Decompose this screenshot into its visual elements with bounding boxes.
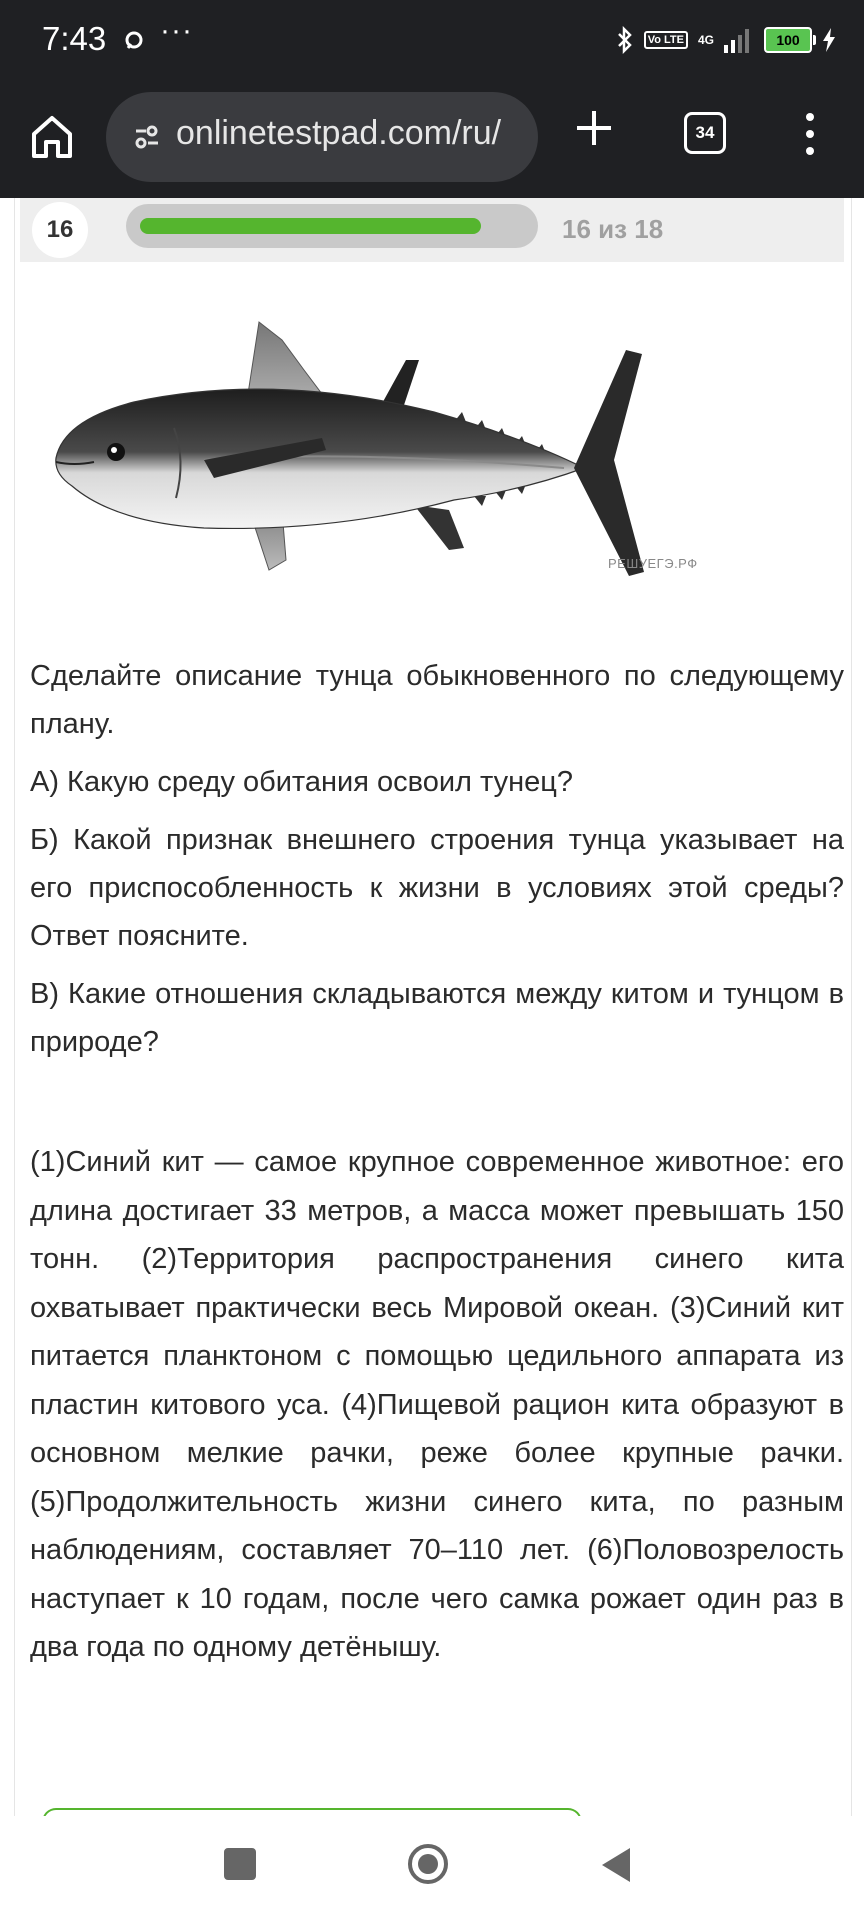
signal-icon [724, 27, 754, 53]
home-nav-icon[interactable] [406, 1842, 450, 1886]
recents-icon[interactable] [224, 1848, 256, 1880]
question-item-c: В) Какие отношения складываются между китом и тунцом в природе? [30, 978, 844, 1058]
status-icons [616, 22, 836, 58]
tab-switcher-button[interactable]: 34 [684, 112, 726, 154]
progress-strip [20, 198, 844, 262]
charging-icon [822, 28, 836, 52]
volte-icon: Vo LTE [644, 31, 688, 49]
battery-icon: 100 [764, 27, 812, 53]
question-text [30, 652, 844, 1076]
url-text: onlinetestpad.com/ru/ [176, 114, 502, 152]
home-icon[interactable] [28, 112, 76, 160]
plus-icon[interactable] [574, 108, 614, 148]
address-bar[interactable] [106, 92, 538, 182]
browser-toolbar [0, 82, 864, 198]
question-number: 16 [32, 202, 88, 258]
more-notifications-icon: ··· [160, 14, 193, 47]
back-icon[interactable] [600, 1846, 632, 1884]
watermark: РЕШУЕГЭ.РФ [608, 556, 698, 571]
question-intro: Сделайте описание тунца обыкновенного по следующему плану. [30, 660, 844, 740]
network-type: 4G [697, 33, 714, 47]
more-vert-icon[interactable] [806, 112, 814, 156]
tune-icon[interactable] [134, 124, 160, 150]
bluetooth-icon [616, 26, 634, 54]
system-nav-bar [0, 1816, 864, 1920]
passage-text: (1)Синий кит — самое крупное современное животное: его длина достигает 33 метров, а масса может превышать 150 тонн. (2)Территория распространения синего кита охватывает практически весь Мировой океан. (3)Синий кит питается планктоном с помощью цедильного аппарата из пластин китового уса. (4)Пищевой рацион кита образуют в основном мелкие рачки, реже более крупные рачки. (5)Продолжительность жизни синего кита, по разным наблюдениям, составляет 70–110 лет. (6)Половозрелость наступает к 10 годам, после чего самка рожает один раз в два года по одному детёнышу. [30, 1146, 844, 1663]
progress-fill [140, 218, 481, 234]
chat-notification-icon [124, 30, 144, 50]
progress-label: 16 из 18 [562, 214, 664, 244]
progress-track [126, 204, 538, 248]
status-bar [0, 0, 864, 82]
status-time: 7:43 [42, 20, 107, 57]
question-item-b: Б) Какой признак внешнего строения тунца указывает на его приспособленность к жизни в условиях этой среды? Ответ поясните. [30, 824, 844, 952]
question-item-a: А) Какую среду обитания освоил тунец? [30, 766, 573, 798]
